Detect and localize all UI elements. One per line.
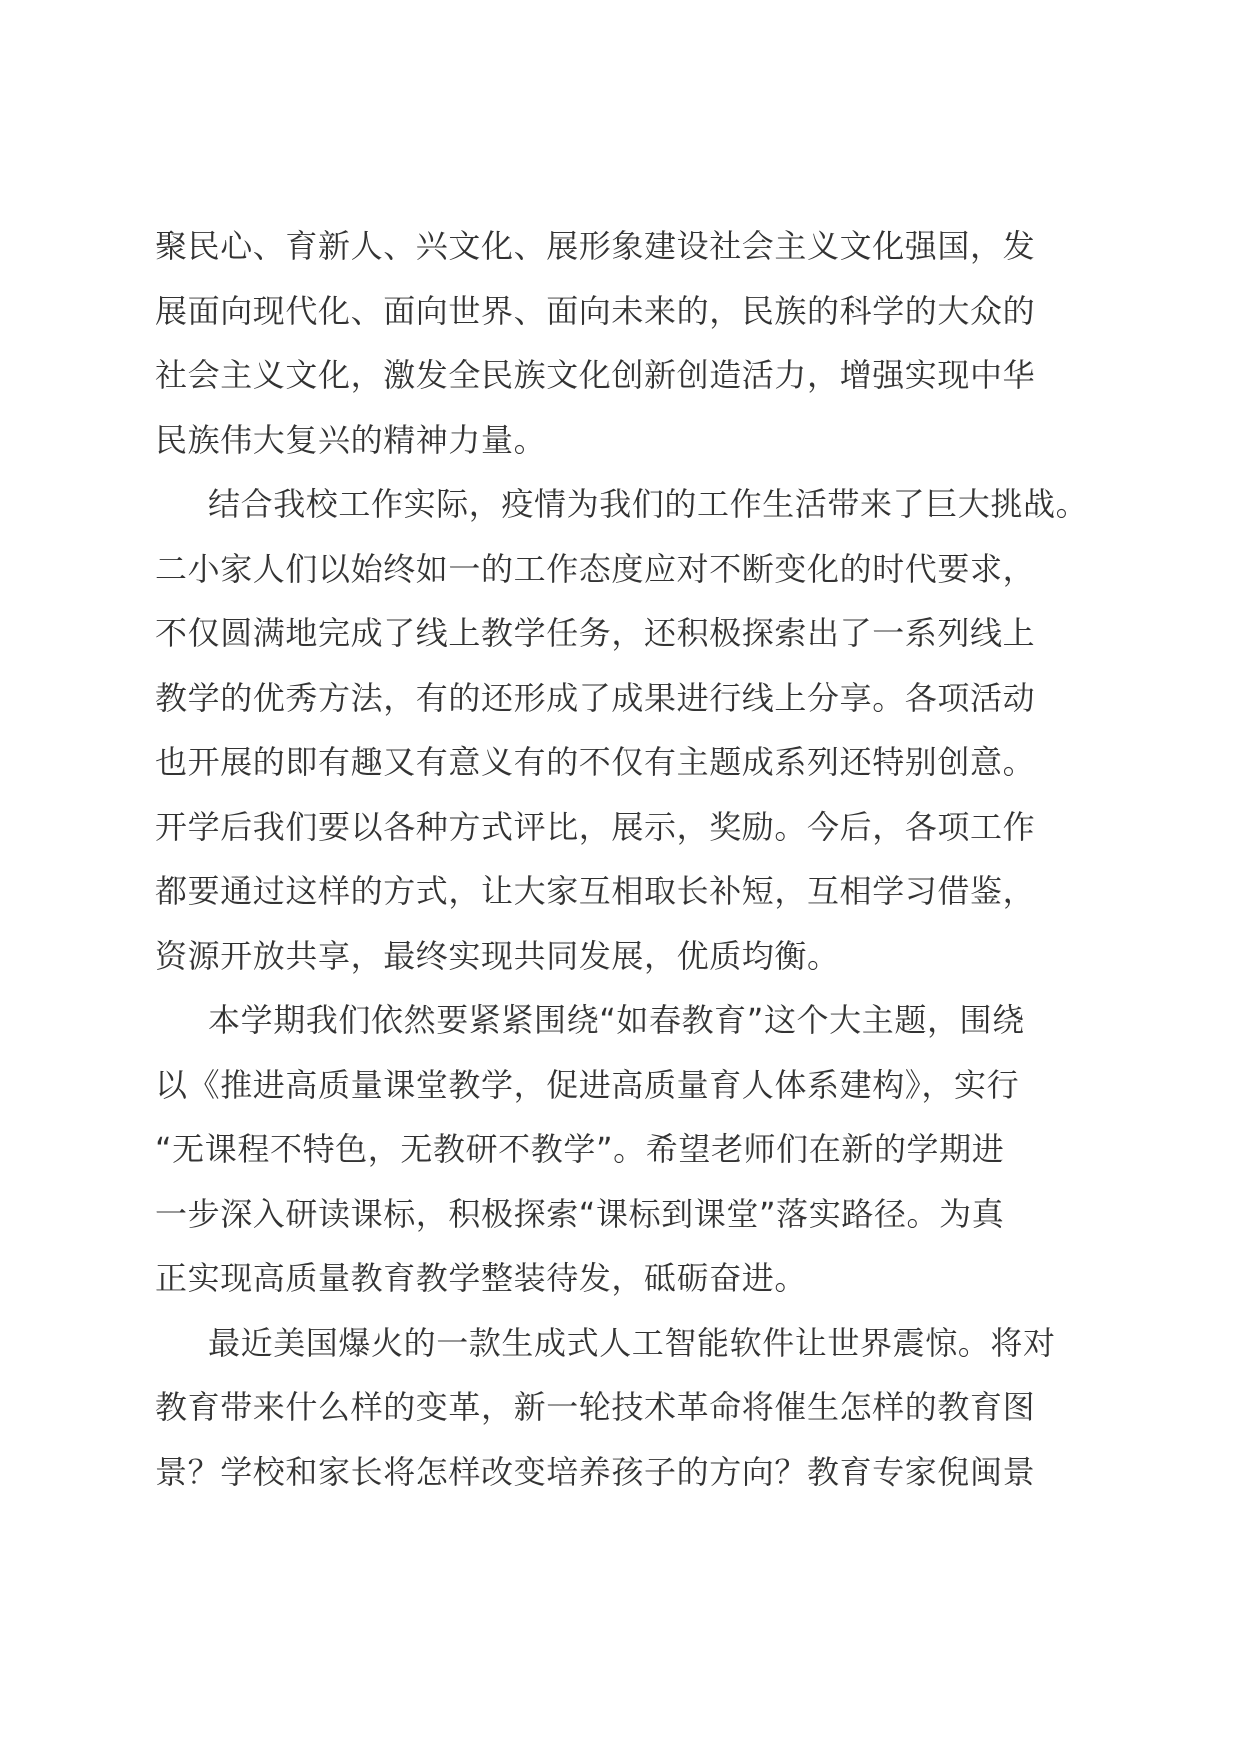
text-line: 都要通过这样的方式，让大家互相取长补短，互相学习借鉴， [155,872,1036,910]
text-line: 不仅圆满地完成了线上教学任务，还积极探索出了一系列线上 [155,614,1036,652]
paragraph-first-line: 本学期我们依然要紧紧围绕“如春教育”这个大主题，围绕 [208,1001,1025,1039]
text-line: 正实现高质量教育教学整装待发，砥砺奋进。 [155,1259,808,1297]
text-line: 以《推进高质量课堂教学，促进高质量育人体系建构》，实行 [155,1065,1020,1104]
text-line: 开学后我们要以各种方式评比，展示，奖励。今后，各项工作 [155,807,1036,846]
text-line: 一步深入研读课标，积极探索“课标到课堂”落实路径。为真 [155,1194,1005,1233]
paragraph-first-line: 最近美国爆火的一款生成式人工智能软件让世界震惊。将对 [208,1323,1056,1362]
text-line: 展面向现代化、面向世界、面向未来的，民族的科学的大众的 [155,291,1036,330]
text-line: 二小家人们以始终如一的工作态度应对不断变化的时代要求， [155,549,1036,588]
text-line: 教育带来什么样的变革，新一轮技术革命将催生怎样的教育图 [155,1388,1036,1426]
text-line: 聚民心、育新人、兴文化、展形象建设社会主义文化强国，发 [155,227,1036,265]
text-line: 景？学校和家长将怎样改变培养孩子的方向？教育专家倪闽景 [155,1452,1036,1491]
document-body [155,214,1100,1504]
text-line: “无课程不特色，无教研不教学”。希望老师们在新的学期进 [155,1130,1005,1168]
paragraph-first-line: 结合我校工作实际，疫情为我们的工作生活带来了巨大挑战。 [208,485,1089,523]
text-line: 也开展的即有趣又有意义有的不仅有主题成系列还特别创意。 [155,743,1036,781]
text-line: 教学的优秀方法，有的还形成了成果进行线上分享。各项活动 [155,678,1036,717]
text-line: 民族伟大复兴的精神力量。 [155,420,547,459]
text-line: 社会主义文化，激发全民族文化创新创造活力，增强实现中华 [155,356,1036,394]
text-line: 资源开放共享，最终实现共同发展，优质均衡。 [155,936,840,975]
